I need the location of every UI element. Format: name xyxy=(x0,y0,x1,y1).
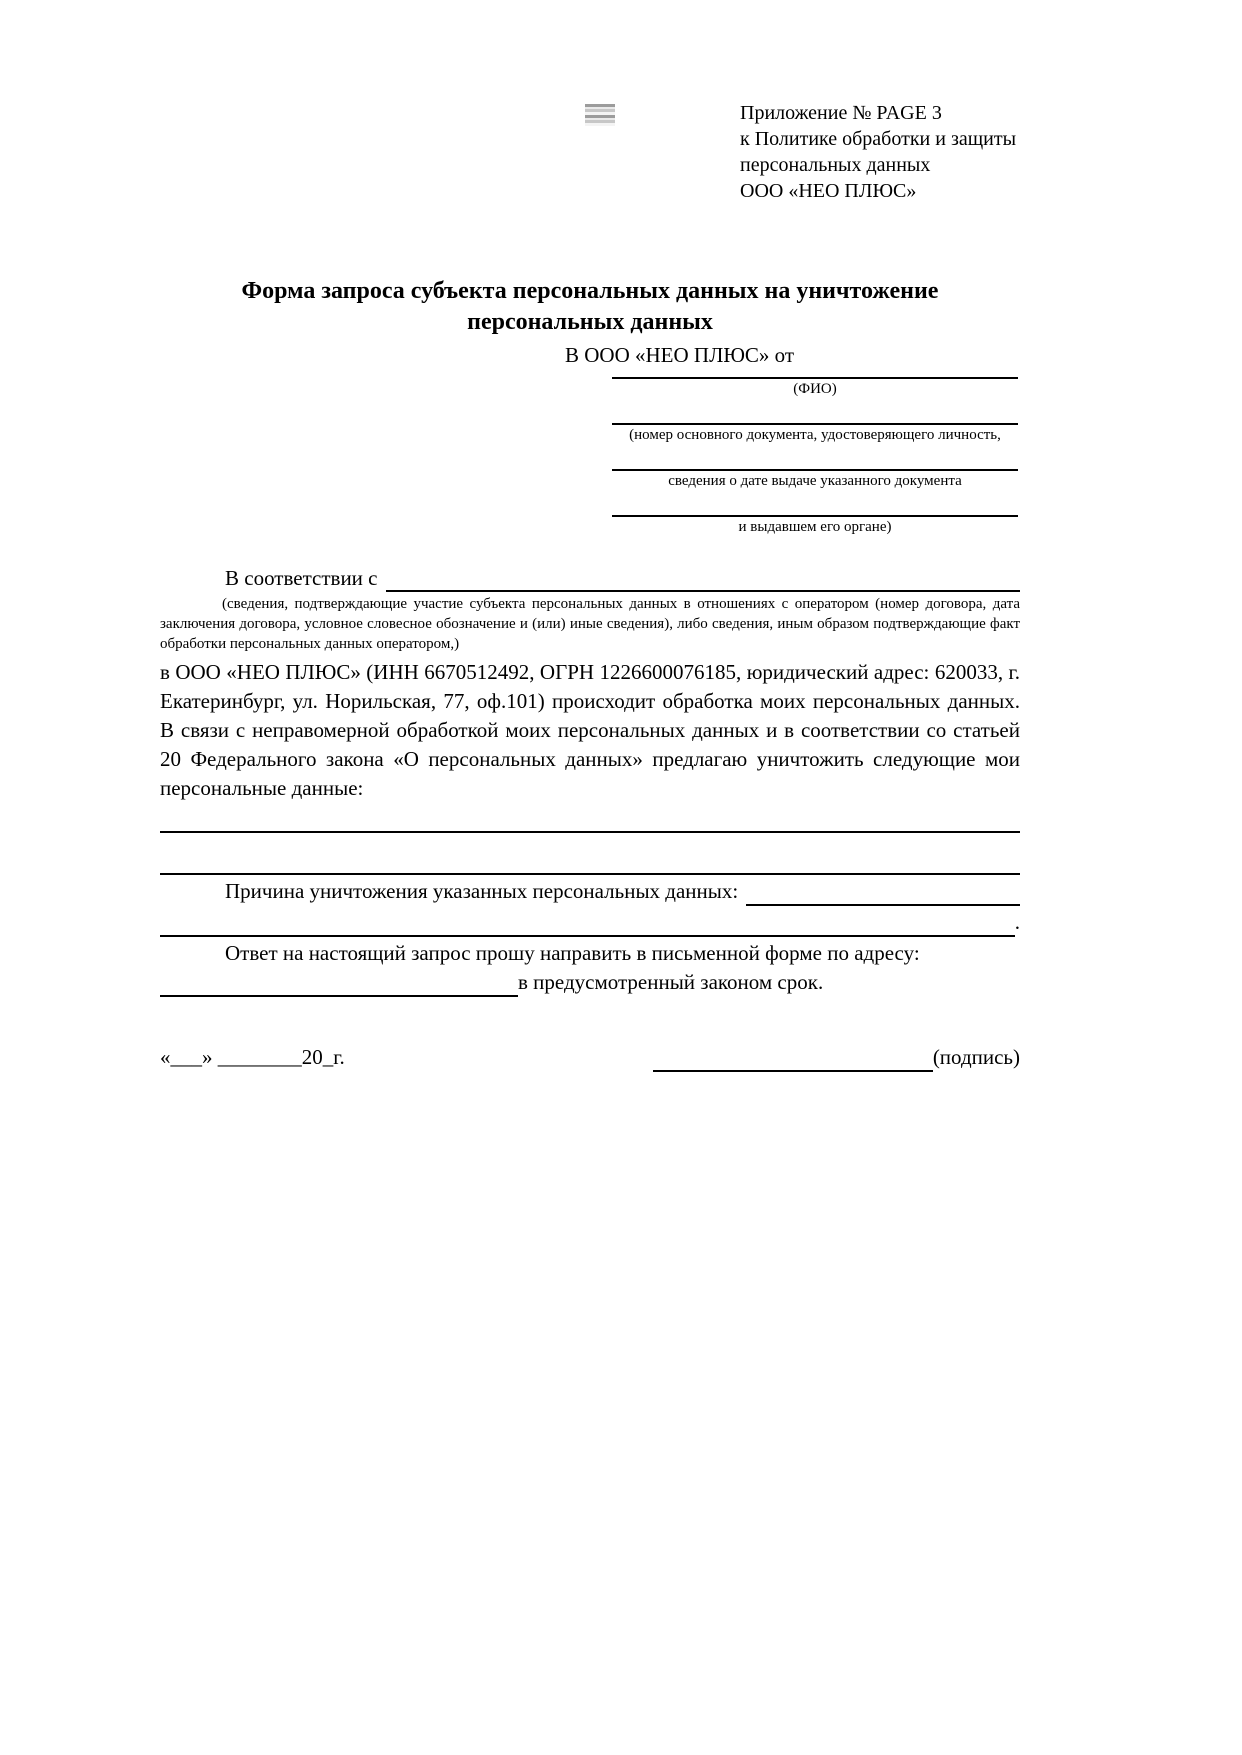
document-content xyxy=(160,276,1020,1072)
blank-line-data-1 xyxy=(160,803,1020,833)
policy-reference-line-2: персональных данных xyxy=(740,154,931,176)
address-blank-line xyxy=(160,995,518,997)
company-name-line: ООО «НЕО ПЛЮС» xyxy=(740,180,917,202)
term-suffix: в предусмотренный законом срок. xyxy=(518,970,824,994)
date-line: «___» ________20_г. xyxy=(160,1045,345,1069)
trailing-period: . xyxy=(1014,910,1020,934)
blank-line-document-number xyxy=(612,399,1018,425)
policy-reference-line-1: к Политике обработки и защиты xyxy=(740,128,1017,150)
reason-label: Причина уничтожения указанных персональных данных: xyxy=(225,879,739,903)
blank-line-data-2 xyxy=(160,833,1020,875)
appendix-header xyxy=(740,100,1016,204)
title-line-1: Форма запроса субъекта персональных данных на уничтожение xyxy=(241,278,939,304)
response-label: Ответ на настоящий запрос прошу направить в письменной форме по адресу: xyxy=(225,941,920,965)
smallprint-note: (сведения, подтверждающие участие субъекта персональных данных в отношениях с оператором (номер договора, дата заключения договора, условное словесное обозначение и (или) иные сведения), либо сведения, иным образом подтверждающие факт обработки персональных данных оператором,) xyxy=(160,596,1020,652)
reason-blank-line xyxy=(746,904,1020,906)
blank-line-issuing-authority xyxy=(612,491,1018,517)
accordance-prefix: В соответствии с xyxy=(225,566,378,590)
blank-line-issue-date xyxy=(612,445,1018,471)
address-term-row xyxy=(160,968,1020,997)
signature-caption: (подпись) xyxy=(932,1045,1020,1069)
title-line-2: персональных данных xyxy=(467,309,713,335)
document-title xyxy=(160,276,1020,338)
accordance-row xyxy=(160,565,1020,592)
appendix-number-line: Приложение № PAGE 3 xyxy=(740,102,942,124)
reason-row xyxy=(160,877,1020,906)
field-code-artifact-icon xyxy=(585,104,615,126)
caption-fio: (ФИО) xyxy=(793,381,837,397)
signature-blank-line xyxy=(653,1070,933,1072)
addressee-line: В ООО «НЕО ПЛЮС» от xyxy=(565,343,795,367)
date-signature-row xyxy=(160,1043,1020,1072)
signature-group xyxy=(653,1043,1020,1072)
reason-continuation-row xyxy=(160,908,1020,937)
reason-blank-line-2 xyxy=(160,935,1015,937)
blank-line-fio xyxy=(612,369,1018,379)
accordance-blank-line xyxy=(386,590,1021,592)
caption-document-number: (номер основного документа, удостоверяющего личность, xyxy=(629,427,1001,443)
caption-issuing-authority: и выдавшем его органе) xyxy=(738,519,892,535)
caption-issue-date: сведения о дате выдаче указанного документа xyxy=(668,473,962,489)
main-paragraph: в ООО «НЕО ПЛЮС» (ИНН 6670512492, ОГРН 1226600076185, юридический адрес: 620033, г. Екатеринбург, ул. Норильская, 77, оф.101) происходит обработка моих персональных данных. В связи с неправомерной обработкой моих персональных данных и в соответствии со статьей 20 Федерального закона «О персональных данных» предлагаю уничтожить следующие мои персональные данные: xyxy=(160,660,1020,800)
